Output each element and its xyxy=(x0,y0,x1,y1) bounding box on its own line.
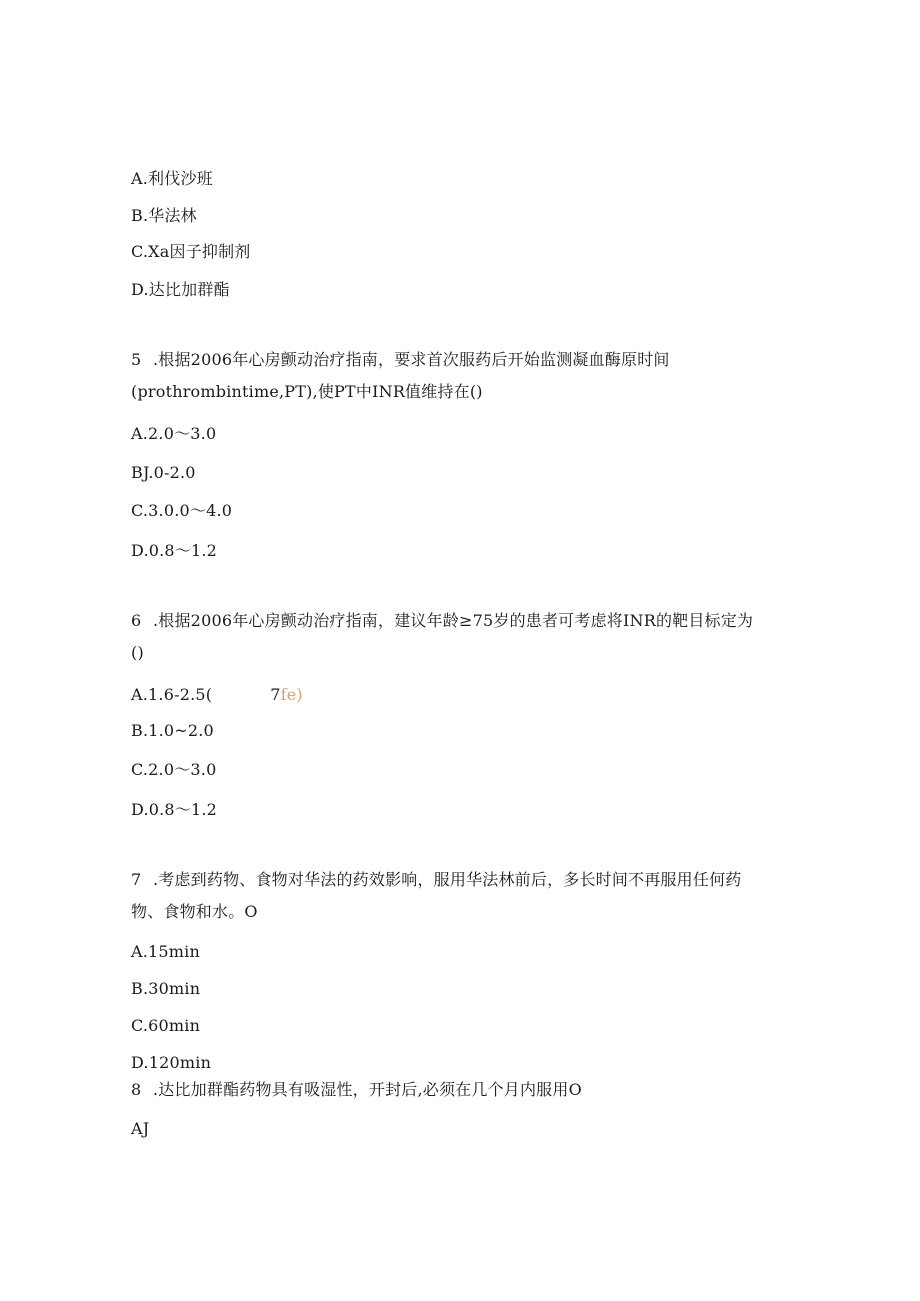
question-5-option-b: BJ.0-2.0 xyxy=(131,463,196,482)
question-7-option-d: D.120min xyxy=(131,1053,212,1072)
question-6-number: 6 xyxy=(131,611,142,630)
question-7-number: 7 xyxy=(131,870,142,889)
option-xa-inhibitor: C.Xa因子抑制剂 xyxy=(131,242,251,261)
question-5-line2: (prothrombintime,PT),使PT中INR值维持在() xyxy=(131,382,483,401)
question-6-option-a-faint: fe) xyxy=(280,685,303,704)
question-6-line2: () xyxy=(131,643,144,662)
question-7-line1 xyxy=(131,870,742,890)
question-7-text: .考虑到药物、食物对华法的药效影响，服用华法林前后，多长时间不再服用任何药 xyxy=(153,870,742,889)
question-5-number: 5 xyxy=(131,350,142,369)
question-8-line1 xyxy=(131,1080,582,1100)
question-6-option-a-mark: 7 xyxy=(270,685,281,704)
question-7-option-b: B.30min xyxy=(131,979,201,998)
question-5-line1 xyxy=(131,350,670,370)
option-rivaroxaban: A.利伐沙班 xyxy=(131,169,213,188)
question-5-text: .根据2006年心房颤动治疗指南，要求首次服药后开始监测凝血酶原时间 xyxy=(153,350,670,369)
question-5-option-d: D.0.8～1.2 xyxy=(131,541,218,560)
question-8-option-a: AJ xyxy=(131,1119,150,1138)
question-8-text: .达比加群酯药物具有吸湿性，开封后,必须在几个月内服用O xyxy=(153,1080,582,1099)
question-6-option-a-main: A.1.6-2.5( xyxy=(131,685,213,704)
question-6-text: .根据2006年心房颤动治疗指南，建议年龄≥75岁的患者可考虑将INR的靶目标定为 xyxy=(153,611,754,630)
question-7-option-a: A.15min xyxy=(131,942,200,961)
question-6-option-b: B.1.0~2.0 xyxy=(131,721,214,740)
question-7-option-c: C.60min xyxy=(131,1016,201,1035)
question-7-line2: 物、食物和水。O xyxy=(131,902,258,921)
question-6-option-c: C.2.0～3.0 xyxy=(131,760,217,779)
question-6-option-a xyxy=(131,685,303,705)
question-6-option-d: D.0.8～1.2 xyxy=(131,800,218,819)
question-6-line1 xyxy=(131,611,753,631)
question-5-option-c: C.3.0.0～4.0 xyxy=(131,501,233,520)
question-5-option-a: A.2.0～3.0 xyxy=(131,424,217,443)
option-dabigatran: D.达比加群酯 xyxy=(131,280,230,299)
question-8-number: 8 xyxy=(131,1080,142,1099)
option-warfarin: B.华法林 xyxy=(131,206,197,225)
